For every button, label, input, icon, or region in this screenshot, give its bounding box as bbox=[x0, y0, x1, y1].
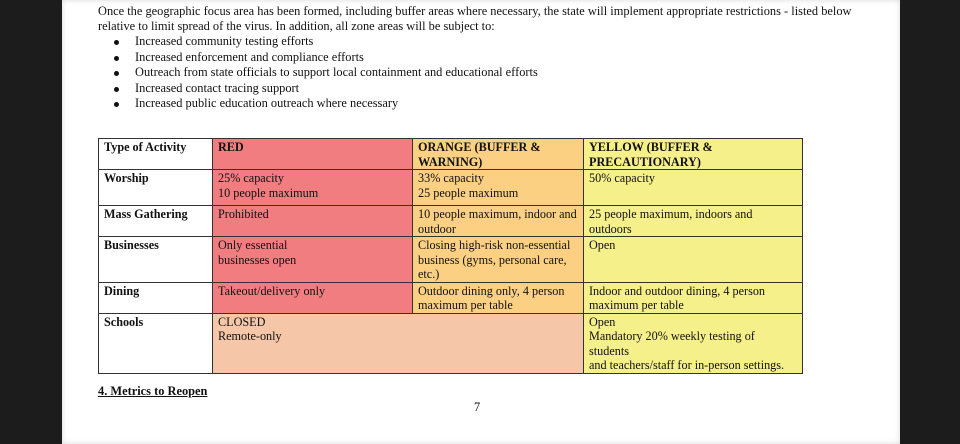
cell-red: 25% capacity 10 people maximum bbox=[213, 170, 413, 206]
list-item: Outreach from state officials to support local containment and educational efforts bbox=[114, 65, 538, 81]
bullet-icon bbox=[114, 40, 119, 45]
row-label: Schools bbox=[99, 313, 213, 373]
cell-red: Prohibited bbox=[213, 206, 413, 237]
table-header-row bbox=[99, 139, 803, 170]
header-red: RED bbox=[213, 139, 413, 170]
page-number: 7 bbox=[474, 400, 481, 414]
list-item: Increased community testing efforts bbox=[114, 34, 538, 50]
header-orange: ORANGE (BUFFER & WARNING) bbox=[413, 139, 584, 170]
header-yellow: YELLOW (BUFFER & PRECAUTIONARY) bbox=[584, 139, 803, 170]
cell-yellow: Open Mandatory 20% weekly testing of students and teachers/staff for in-person settings. bbox=[584, 313, 803, 373]
zone-requirements-list bbox=[114, 34, 538, 112]
zone-restrictions-table bbox=[98, 138, 803, 374]
row-label: Worship bbox=[99, 170, 213, 206]
list-item: Increased public education outreach where necessary bbox=[114, 96, 538, 112]
table-row-mass-gathering bbox=[99, 206, 803, 237]
bullet-icon bbox=[114, 87, 119, 92]
cell-yellow: Open bbox=[584, 237, 803, 283]
cell-orange: 10 people maximum, indoor and outdoor bbox=[413, 206, 584, 237]
table-row-businesses bbox=[99, 237, 803, 283]
row-label: Businesses bbox=[99, 237, 213, 283]
cell-red-orange-merged: CLOSED Remote-only bbox=[213, 313, 584, 373]
list-item: Increased contact tracing support bbox=[114, 81, 538, 97]
bullet-icon bbox=[114, 102, 119, 107]
cell-red: Only essential businesses open bbox=[213, 237, 413, 283]
cell-orange: Outdoor dining only, 4 person maximum per table bbox=[413, 282, 584, 313]
cell-red: Takeout/delivery only bbox=[213, 282, 413, 313]
intro-text: Once the geographic focus area has been formed, including buffer areas where necessary, the state will implement appropriate restrictions - listed below relative to limit spread of the virus. In addition, all zone areas will be subject to: bbox=[98, 4, 852, 33]
intro-paragraph bbox=[98, 4, 858, 34]
bullet-icon bbox=[114, 56, 119, 61]
table-row-schools bbox=[99, 313, 803, 373]
cell-orange: 33% capacity 25 people maximum bbox=[413, 170, 584, 206]
document-page bbox=[62, 0, 900, 444]
cell-yellow: 50% capacity bbox=[584, 170, 803, 206]
section-heading: 4. Metrics to Reopen bbox=[98, 384, 208, 398]
table-row-dining bbox=[99, 282, 803, 313]
cell-yellow: Indoor and outdoor dining, 4 person maximum per table bbox=[584, 282, 803, 313]
bullet-icon bbox=[114, 71, 119, 76]
row-label: Dining bbox=[99, 282, 213, 313]
list-item: Increased enforcement and compliance efforts bbox=[114, 50, 538, 66]
row-label: Mass Gathering bbox=[99, 206, 213, 237]
cell-yellow: 25 people maximum, indoors and outdoors bbox=[584, 206, 803, 237]
header-activity: Type of Activity bbox=[99, 139, 213, 170]
cell-orange: Closing high-risk non-essential business (gyms, personal care, etc.) bbox=[413, 237, 584, 283]
table-row-worship bbox=[99, 170, 803, 206]
